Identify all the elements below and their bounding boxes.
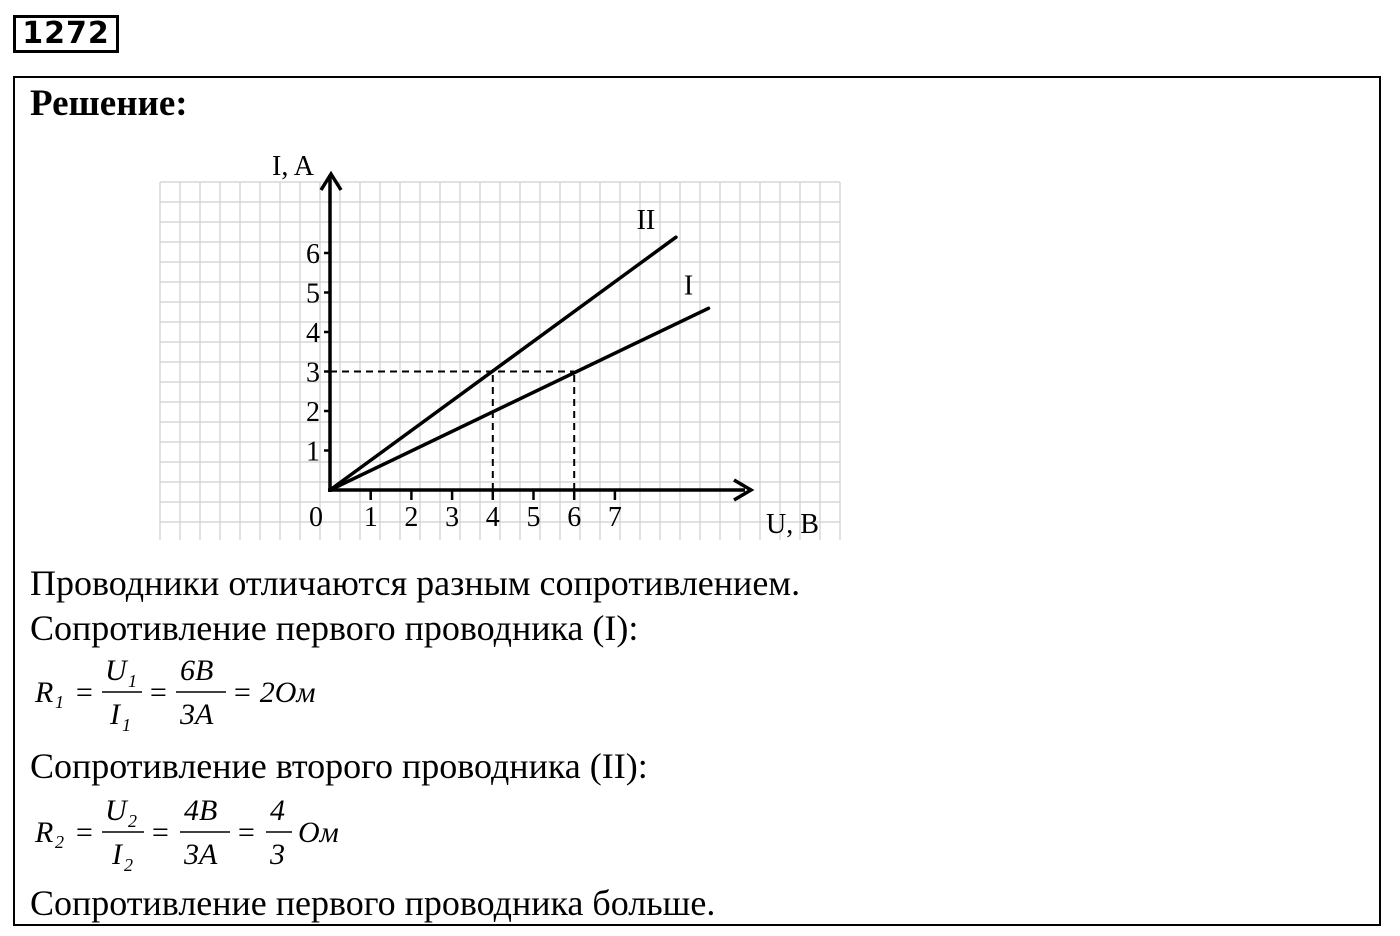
y-tick-label-5: 5 — [306, 278, 320, 310]
formula-r1-lhs: R — [35, 676, 54, 709]
x-axis-label: U, B — [766, 509, 819, 540]
x-tick-label-2: 2 — [404, 502, 419, 533]
formula-r2-num2: 4B — [184, 794, 218, 827]
formula-r1-num1: U — [105, 654, 127, 687]
y-tick-label-1: 1 — [306, 436, 320, 468]
y-tick-label-6: 6 — [306, 239, 320, 270]
formula-r1-num1-sub: 1 — [128, 671, 137, 691]
iv-chart — [140, 140, 860, 560]
formula-r2-unit: Ом — [298, 816, 339, 849]
solution-heading: Решение: — [30, 83, 188, 124]
formula-r1-den1-sub: 1 — [122, 715, 131, 735]
formula-r2-num3: 4 — [270, 794, 285, 827]
formula-r1-eq1: = — [74, 676, 95, 709]
x-tick-label-3: 3 — [445, 502, 460, 533]
paragraph-3: Сопротивление второго проводника (II): — [30, 746, 648, 786]
series-line-I — [330, 308, 709, 490]
formula-r2-eq2: = — [150, 816, 171, 849]
paragraph-2: Сопротивление первого проводника (I): — [30, 608, 639, 648]
formula-r2-den2: 3A — [184, 838, 218, 871]
chart-series — [330, 237, 709, 490]
formula-r2-eq1: = — [74, 816, 95, 849]
formula-r1-den2: 3A — [180, 698, 214, 731]
series-line-II — [330, 237, 676, 490]
formula-r2-den3: 3 — [270, 838, 285, 871]
formula-r1-num2-text: 6B — [180, 654, 214, 687]
origin-label: 0 — [309, 502, 323, 533]
x-tick-label-1: 1 — [363, 502, 378, 533]
formula-r2-den1: I — [112, 838, 122, 871]
formula-r2-den1-sub: 2 — [124, 855, 133, 875]
y-tick-label-4: 4 — [306, 318, 320, 349]
y-tick-label-3: 3 — [306, 357, 320, 389]
formula-r2-lhs-sub: 2 — [55, 832, 64, 852]
x-tick-label-4: 4 — [485, 502, 500, 533]
paragraph-1: Проводники отличаются разным сопротивлением. — [30, 563, 801, 603]
series-label-II: II — [636, 205, 656, 237]
x-tick-label-6: 6 — [567, 502, 582, 533]
series-label-I: I — [683, 270, 694, 302]
formula-r1-den1: I — [110, 698, 120, 731]
y-axis-label: I, A — [272, 151, 314, 182]
formula-r2-lhs: R — [35, 816, 54, 849]
y-tick-label-2: 2 — [306, 397, 320, 428]
formula-r1-lhs-sub: 1 — [55, 692, 64, 712]
formula-r2-eq3: = — [236, 816, 257, 849]
formula-r2 — [30, 790, 390, 876]
chart-grid — [160, 182, 840, 540]
formula-r2-num1: U — [105, 794, 127, 827]
formula-r1-result: = 2Ом — [232, 676, 316, 709]
x-tick-label-7: 7 — [607, 502, 622, 533]
formula-r2-num1-sub: 2 — [128, 811, 137, 831]
formula-r1 — [30, 650, 370, 736]
x-tick-label-5: 5 — [526, 502, 541, 533]
paragraph-4: Сопротивление первого проводника больше. — [30, 883, 716, 923]
problem-number: 1272 — [13, 15, 119, 53]
formula-r1-eq2: = — [148, 676, 169, 709]
